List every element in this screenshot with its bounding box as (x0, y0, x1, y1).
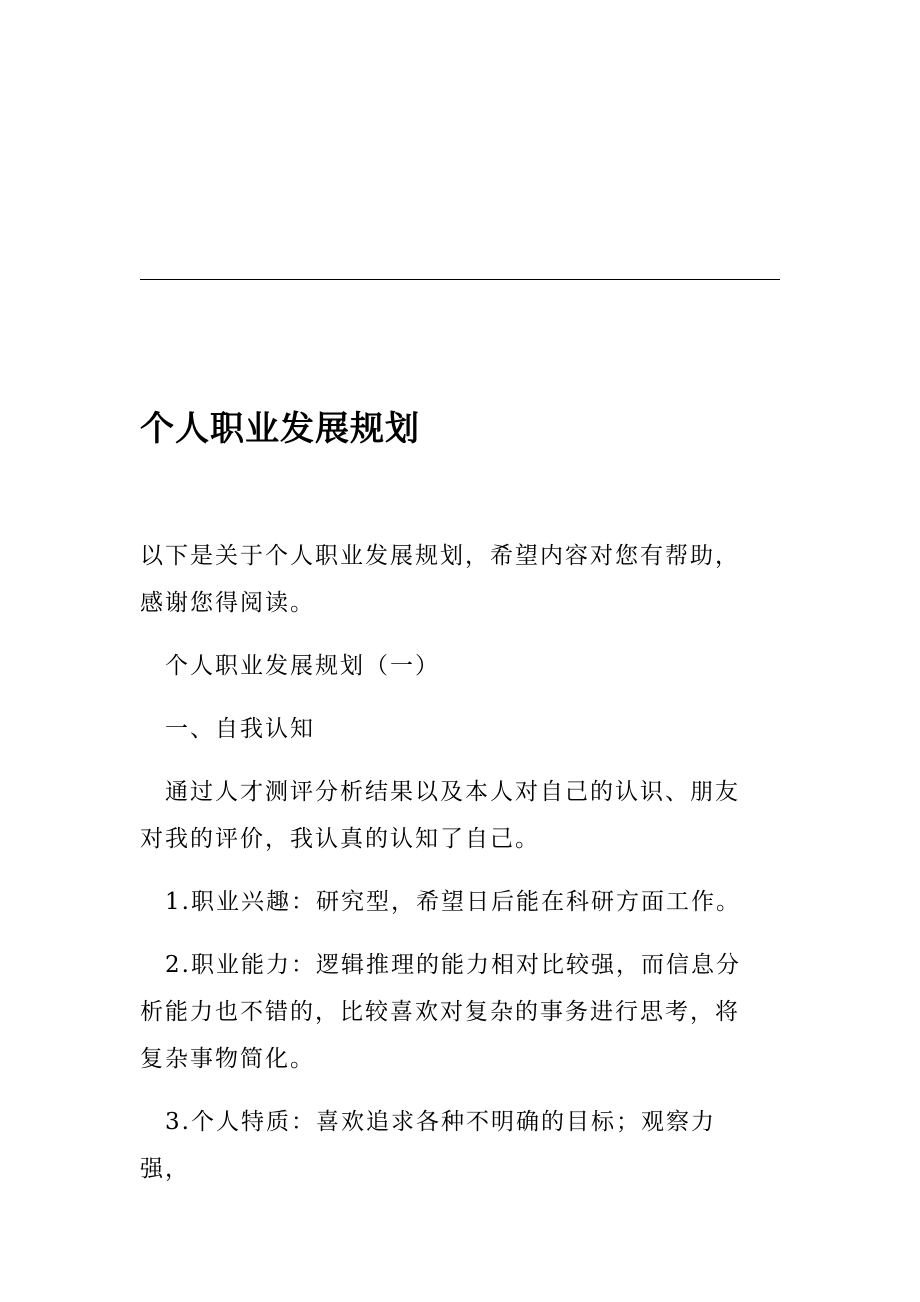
section-heading-plan-one: 个人职业发展规划（一） (165, 653, 440, 679)
section-heading-self-awareness: 一、自我认知 (165, 716, 315, 742)
document-title: 个人职业发展规划 (140, 409, 420, 449)
horizontal-rule (140, 279, 780, 280)
self-awareness-paragraph: 通过人才测评分析结果以及本人对自己的认识、朋友对我的评价，我认真的认知了自己。 (140, 779, 740, 852)
intro-paragraph: 以下是关于个人职业发展规划，希望内容对您有帮助，感谢您得阅读。 (140, 543, 740, 616)
list-item-career-interest: 1.职业兴趣：研究型，希望日后能在科研方面工作。 (165, 889, 741, 915)
list-item-career-ability: 2.职业能力：逻辑推理的能力相对比较强，而信息分析能力也不错的，比较喜欢对复杂的事务进行思考，将复杂事物简化。 (140, 952, 741, 1072)
list-item-personal-traits: 3.个人特质：喜欢追求各种不明确的目标；观察力强， (140, 1109, 716, 1182)
document-body (140, 533, 762, 1209)
